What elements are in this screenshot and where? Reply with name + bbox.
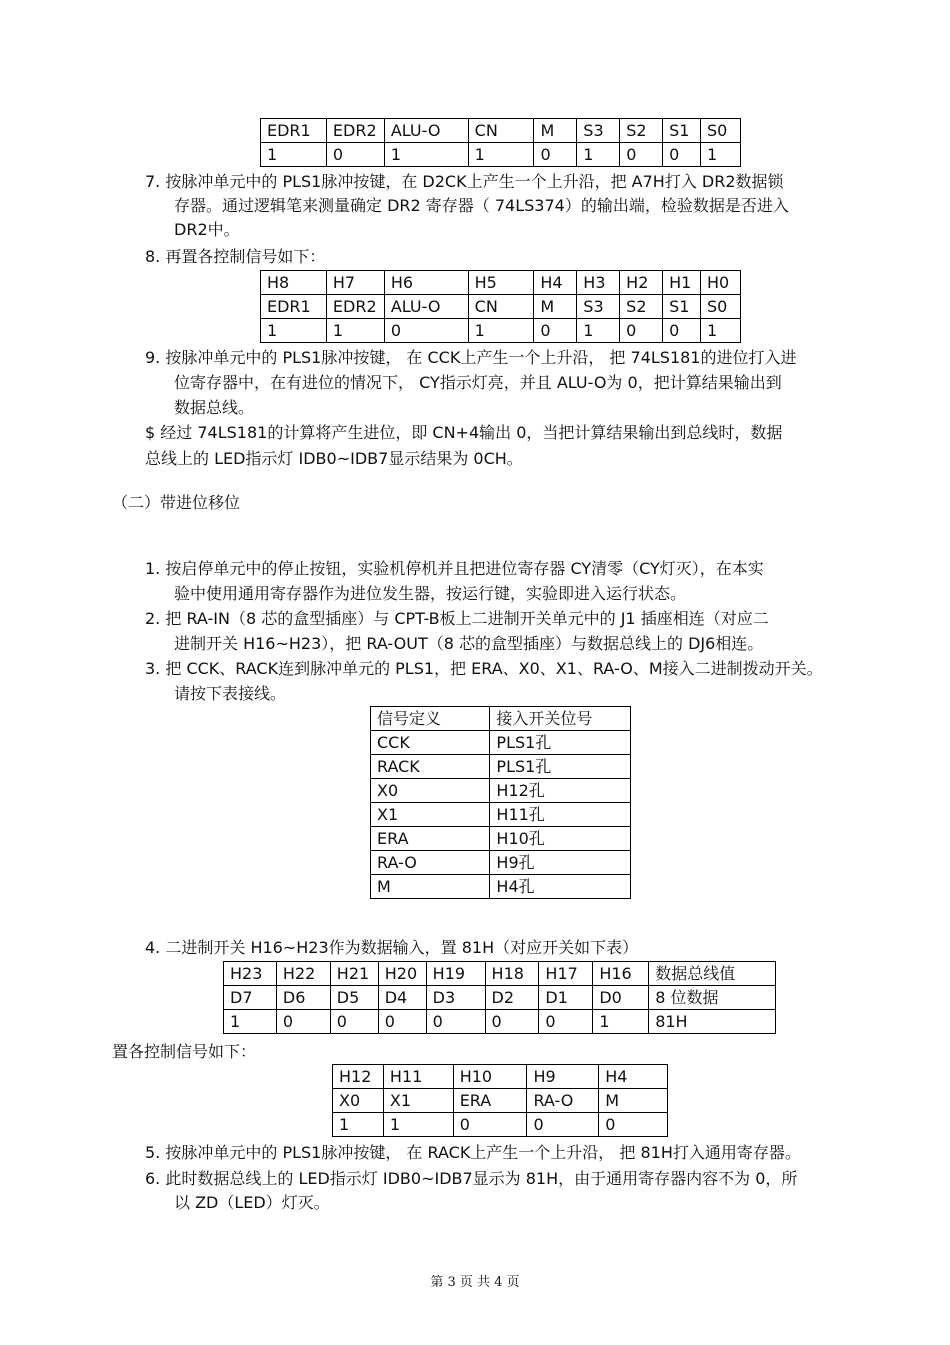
s2-step2-line1: 2. 把 RA-IN（8 芯的盒型插座）与 CPT-B板上二进制开关单元中的 J1 插座相连（对应二 xyxy=(145,609,769,628)
note-line1: $ 经过 74LS181的计算将产生进位，即 CN+4输出 0，当把计算结果输出到总线时，数据 xyxy=(145,423,783,442)
table-cell: 信号定义 xyxy=(371,707,490,731)
table-row xyxy=(371,803,631,827)
table-cell: EDR1 xyxy=(261,119,327,143)
table-cell: H7 xyxy=(326,271,384,295)
table-cell: H4 xyxy=(599,1065,668,1089)
table-cell: 1 xyxy=(261,143,327,167)
table-cell: 81H xyxy=(649,1010,776,1034)
table-cell: S3 xyxy=(577,295,620,319)
table-cell: H9 xyxy=(527,1065,599,1089)
s2-step3-line2: 请按下表接线。 xyxy=(174,684,287,703)
table-cell: D7 xyxy=(224,986,277,1010)
table-cell: H5 xyxy=(468,271,534,295)
table-cell: 0 xyxy=(378,1010,426,1034)
table-cell: H10孔 xyxy=(490,827,631,851)
step7-line2: 存器。通过逻辑笔来测量确定 DR2 寄存器（ 74LS374）的输出端，检验数据是否进入 xyxy=(174,196,789,215)
control-signal-table-b xyxy=(260,270,741,343)
table-cell: 0 xyxy=(539,1010,593,1034)
table-cell: H12孔 xyxy=(490,779,631,803)
table-cell: 1 xyxy=(701,143,741,167)
table-cell: 1 xyxy=(577,143,620,167)
table-cell: 0 xyxy=(326,143,384,167)
table-cell: PLS1孔 xyxy=(490,755,631,779)
s2-step6-line1: 6. 此时数据总线上的 LED指示灯 IDB0~IDB7显示为 81H，由于通用寄存器内容不为 0，所 xyxy=(145,1169,798,1188)
page-footer: 第 3 页 共 4 页 xyxy=(430,1275,520,1290)
table-cell: ERA xyxy=(453,1089,527,1113)
table-row xyxy=(261,143,741,167)
table-cell: D4 xyxy=(378,986,426,1010)
table-cell: H17 xyxy=(539,962,593,986)
table-cell: 接入开关位号 xyxy=(490,707,631,731)
table-cell: 0 xyxy=(384,319,468,343)
table-row xyxy=(261,271,741,295)
table-row xyxy=(371,779,631,803)
table-cell: H4孔 xyxy=(490,875,631,899)
table-cell: 0 xyxy=(485,1010,539,1034)
table-cell: X1 xyxy=(371,803,490,827)
table-cell: H23 xyxy=(224,962,277,986)
table-cell: H12 xyxy=(333,1065,384,1089)
s2-step3-line1: 3. 把 CCK、RACK连到脉冲单元的 PLS1，把 ERA、X0、X1、RA-O、M接入二进制拨动开关。 xyxy=(145,659,823,678)
s2-step2-line2: 进制开关 H16~H23），把 RA-OUT（8 芯的盒型插座）与数据总线上的 DJ6相连。 xyxy=(174,634,764,653)
table-cell: H2 xyxy=(620,271,663,295)
table-cell: 0 xyxy=(663,143,701,167)
table-cell: EDR1 xyxy=(261,295,327,319)
table-cell: S2 xyxy=(620,295,663,319)
s2-step1-line2: 验中使用通用寄存器作为进位发生器，按运行键，实验即进入运行状态。 xyxy=(174,584,687,603)
step9-line2: 位寄存器中，在有进位的情况下， CY指示灯亮，并且 ALU-O为 0，把计算结果输出到 xyxy=(174,373,782,392)
table-row xyxy=(371,875,631,899)
table-cell: RA-O xyxy=(371,851,490,875)
table-row xyxy=(371,755,631,779)
table-cell: EDR2 xyxy=(326,295,384,319)
table-cell: D1 xyxy=(539,986,593,1010)
table-cell: 0 xyxy=(426,1010,485,1034)
table-cell: X0 xyxy=(333,1089,384,1113)
table-row xyxy=(224,1010,776,1034)
control-signal-table-a xyxy=(260,118,741,167)
table-cell: RA-O xyxy=(527,1089,599,1113)
table-row xyxy=(224,986,776,1010)
table-cell: 8 位数据 xyxy=(649,986,776,1010)
wiring-table xyxy=(370,706,631,899)
table-cell: 0 xyxy=(330,1010,378,1034)
table-row xyxy=(371,827,631,851)
section-title: （二）带进位移位 xyxy=(112,493,241,512)
table-cell: 1 xyxy=(224,1010,277,1034)
table-cell: H20 xyxy=(378,962,426,986)
table-cell: 0 xyxy=(620,143,663,167)
table-cell: S1 xyxy=(663,119,701,143)
table-row xyxy=(371,707,631,731)
table-cell: H6 xyxy=(384,271,468,295)
table-cell: 1 xyxy=(468,319,534,343)
s2-step1-line1: 1. 按启停单元中的停止按钮，实验机停机并且把进位寄存器 CY清零（CY灯灭），在本实 xyxy=(145,559,764,578)
step9-line1: 9. 按脉冲单元中的 PLS1脉冲按键， 在 CCK上产生一个上升沿， 把 74LS181的进位打入进 xyxy=(145,348,797,367)
table-cell: H11孔 xyxy=(490,803,631,827)
table-cell: H22 xyxy=(276,962,330,986)
table-cell: M xyxy=(534,119,577,143)
set-signals-text: 置各控制信号如下： xyxy=(112,1042,257,1061)
step7-line1: 7. 按脉冲单元中的 PLS1脉冲按键，在 D2CK上产生一个上升沿，把 A7H打入 DR2数据锁 xyxy=(145,172,784,191)
table-cell: 0 xyxy=(276,1010,330,1034)
table-cell: S2 xyxy=(620,119,663,143)
table-cell: ERA xyxy=(371,827,490,851)
table-cell: M xyxy=(371,875,490,899)
table-cell: 0 xyxy=(620,319,663,343)
table-cell: D2 xyxy=(485,986,539,1010)
table-cell: 1 xyxy=(468,143,534,167)
table-cell: H9孔 xyxy=(490,851,631,875)
table-cell: 数据总线值 xyxy=(649,962,776,986)
table-cell: 1 xyxy=(593,1010,649,1034)
note-line2: 总线上的 LED指示灯 IDB0~IDB7显示结果为 0CH。 xyxy=(145,449,523,468)
table-cell: H8 xyxy=(261,271,327,295)
table-cell: 0 xyxy=(663,319,701,343)
table-cell: H10 xyxy=(453,1065,527,1089)
table-cell: ALU-O xyxy=(384,295,468,319)
table-cell: S3 xyxy=(577,119,620,143)
table-cell: M xyxy=(534,295,577,319)
table-cell: H4 xyxy=(534,271,577,295)
table-cell: H16 xyxy=(593,962,649,986)
table-row xyxy=(333,1113,668,1137)
table-row xyxy=(261,295,741,319)
table-row xyxy=(333,1089,668,1113)
table-cell: S0 xyxy=(701,295,741,319)
table-row xyxy=(224,962,776,986)
table-cell: M xyxy=(599,1089,668,1113)
table-cell: 1 xyxy=(326,319,384,343)
table-row xyxy=(261,119,741,143)
table-cell: CN xyxy=(468,295,534,319)
table-cell: H11 xyxy=(383,1065,453,1089)
table-row xyxy=(261,319,741,343)
table-cell: H19 xyxy=(426,962,485,986)
step9-line3: 数据总线。 xyxy=(174,398,255,417)
table-cell: 0 xyxy=(599,1113,668,1137)
table-cell: D0 xyxy=(593,986,649,1010)
step8-text: 8. 再置各控制信号如下： xyxy=(145,247,326,266)
s2-step4-text: 4. 二进制开关 H16~H23作为数据输入，置 81H（对应开关如下表） xyxy=(145,938,639,957)
table-cell: EDR2 xyxy=(326,119,384,143)
table-cell: S0 xyxy=(701,119,741,143)
table-cell: 1 xyxy=(383,1113,453,1137)
table-cell: RACK xyxy=(371,755,490,779)
control-signal-table-e xyxy=(332,1064,668,1137)
table-cell: X1 xyxy=(383,1089,453,1113)
table-cell: H21 xyxy=(330,962,378,986)
table-cell: 0 xyxy=(534,143,577,167)
table-row xyxy=(333,1065,668,1089)
table-cell: D6 xyxy=(276,986,330,1010)
table-cell: 1 xyxy=(384,143,468,167)
table-cell: H3 xyxy=(577,271,620,295)
table-cell: D5 xyxy=(330,986,378,1010)
table-cell: 0 xyxy=(527,1113,599,1137)
table-cell: 1 xyxy=(701,319,741,343)
s2-step6-line2: 以 ZD（LED）灯灭。 xyxy=(174,1193,330,1212)
table-cell: CN xyxy=(468,119,534,143)
data-switch-table xyxy=(223,961,776,1034)
s2-step5-text: 5. 按脉冲单元中的 PLS1脉冲按键， 在 RACK上产生一个上升沿， 把 81H打入通用寄存器。 xyxy=(145,1143,801,1162)
table-cell: H0 xyxy=(701,271,741,295)
table-cell: ALU-O xyxy=(384,119,468,143)
table-cell: 1 xyxy=(577,319,620,343)
table-cell: PLS1孔 xyxy=(490,731,631,755)
table-cell: 0 xyxy=(453,1113,527,1137)
table-cell: 0 xyxy=(534,319,577,343)
table-cell: CCK xyxy=(371,731,490,755)
step7-line3: DR2中。 xyxy=(174,220,240,239)
table-row xyxy=(371,851,631,875)
table-cell: 1 xyxy=(261,319,327,343)
table-cell: H18 xyxy=(485,962,539,986)
table-cell: S1 xyxy=(663,295,701,319)
table-cell: H1 xyxy=(663,271,701,295)
table-cell: 1 xyxy=(333,1113,384,1137)
table-cell: X0 xyxy=(371,779,490,803)
table-row xyxy=(371,731,631,755)
table-cell: D3 xyxy=(426,986,485,1010)
